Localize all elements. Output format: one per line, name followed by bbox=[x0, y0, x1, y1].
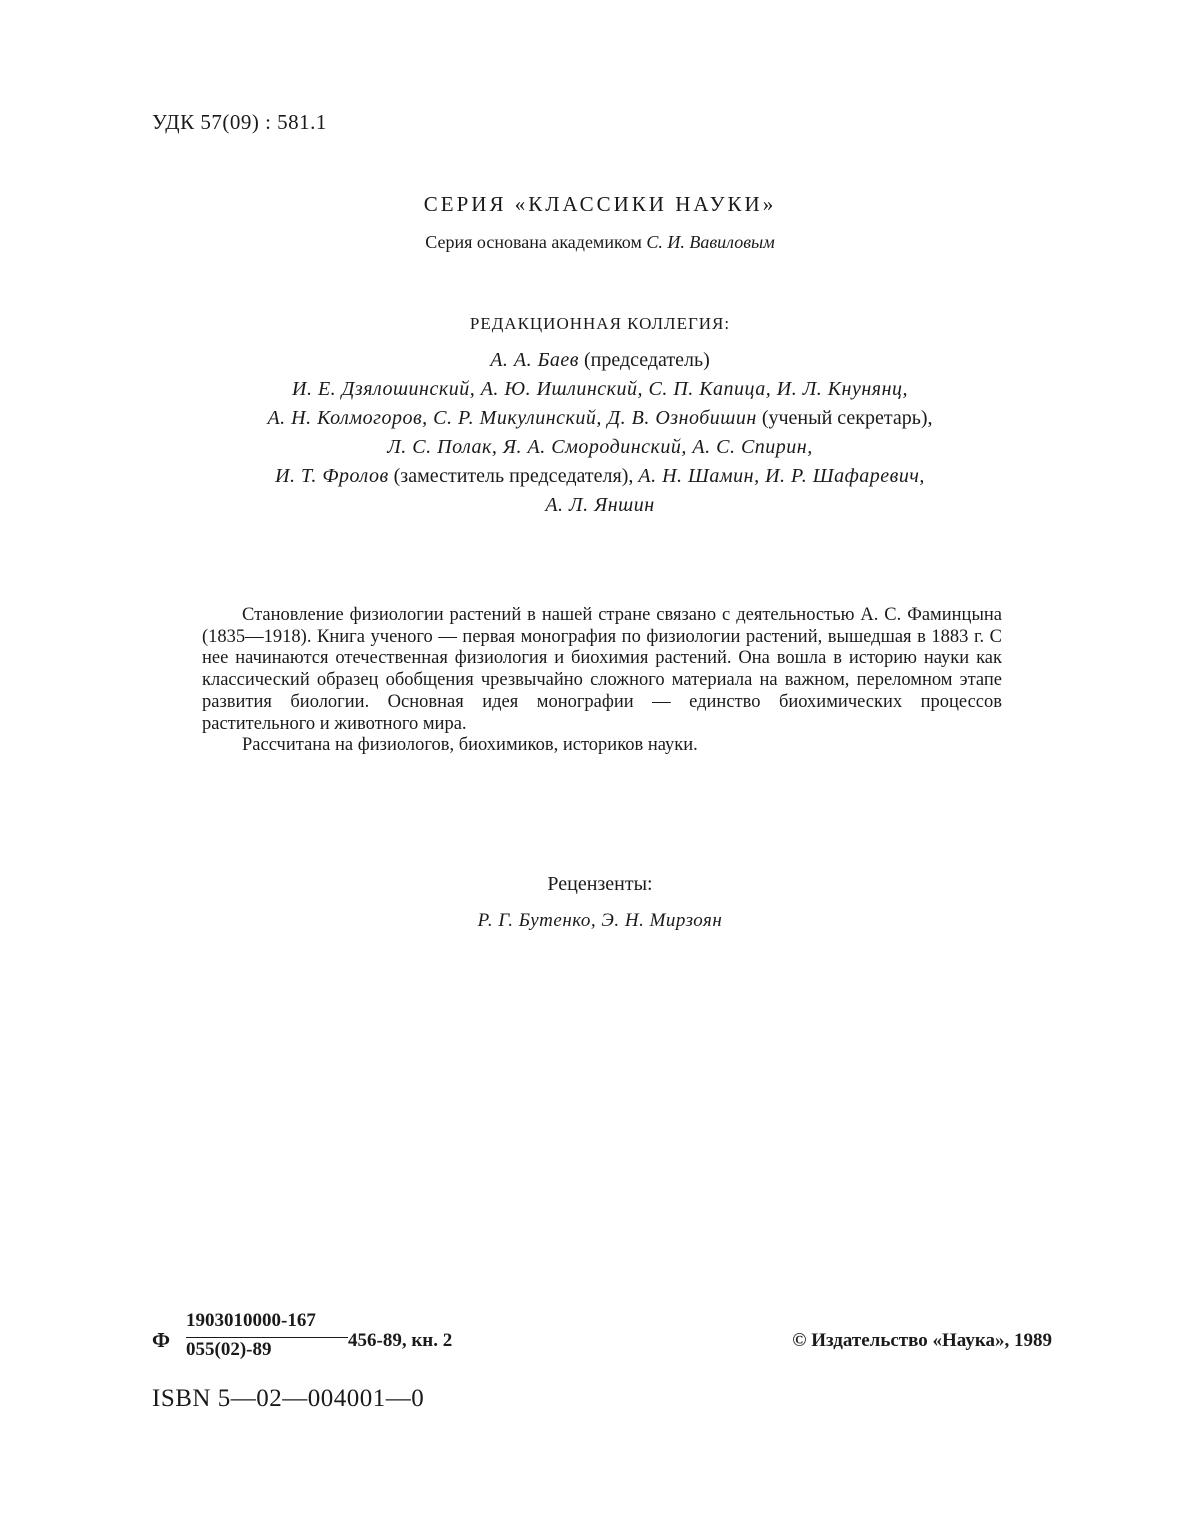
board-line-2: И. Е. Дзялошинский, А. Ю. Ишлинский, С. П. Капица, И. Л. Кнунянц, bbox=[292, 378, 908, 400]
udk-code: УДК 57(09) : 581.1 bbox=[152, 110, 327, 134]
imprint-phi: Ф bbox=[152, 1328, 171, 1352]
founded-name: С. И. Вавиловым bbox=[646, 232, 775, 252]
imprint-block bbox=[152, 1310, 1052, 1370]
series-founded bbox=[0, 232, 1200, 253]
editorial-board-list bbox=[0, 346, 1200, 520]
annotation bbox=[202, 605, 1002, 757]
board-line-6: А. Л. Яншин bbox=[545, 494, 655, 516]
board-chair-name: А. А. Баев bbox=[490, 349, 579, 371]
board-line-1 bbox=[0, 346, 1200, 375]
copyright: © Издательство «Наука», 1989 bbox=[792, 1330, 1052, 1351]
founded-prefix: Серия основана академиком bbox=[425, 232, 642, 252]
board-line-5: И. Т. Фролов (заместитель председателя), А. Н. Шамин, И. Р. Шафаревич, bbox=[275, 465, 925, 487]
board-chair-role: (председатель) bbox=[583, 349, 710, 371]
reviewers-heading: Рецензенты: bbox=[547, 873, 653, 895]
annotation-paragraph: Становление физиологии растений в нашей стране связано с деятельностью А. С. Фаминцына (1835—1918). Книга ученого — первая монография по физиологии растений, вышедшая в 1883 г. С нее начинаются отечественная физиология и биохимия растений. Она вошла в историю науки как классический образец обобщения чрезвычайно сложного материала на важном, переломном этапе развития биологии. Основная идея монографии — единство биохимических процессов растительного и животного мира. bbox=[202, 605, 1002, 734]
reviewers-names: Р. Г. Бутенко, Э. Н. Мирзоян bbox=[477, 910, 723, 931]
imprint-numerator: 1903010000-167 bbox=[186, 1310, 316, 1331]
editorial-board-heading: РЕДАКЦИОННАЯ КОЛЛЕГИЯ: bbox=[469, 314, 731, 333]
imprint-tail: 456-89, кн. 2 bbox=[348, 1330, 453, 1351]
board-line-4: Л. С. Полак, Я. А. Смородинский, А. С. Спирин, bbox=[387, 436, 813, 458]
isbn: ISBN 5—02—004001—0 bbox=[152, 1385, 425, 1412]
board-line-3: А. Н. Колмогоров, С. Р. Микулинский, Д. В. Ознобишин (ученый секретарь), bbox=[267, 407, 933, 429]
imprint-denominator: 055(02)-89 bbox=[186, 1339, 272, 1360]
annotation-audience: Рассчитана на физиологов, биохимиков, историков науки. bbox=[242, 735, 698, 756]
series-title: СЕРИЯ «КЛАССИКИ НАУКИ» bbox=[423, 192, 777, 216]
fraction-bar bbox=[186, 1337, 348, 1338]
